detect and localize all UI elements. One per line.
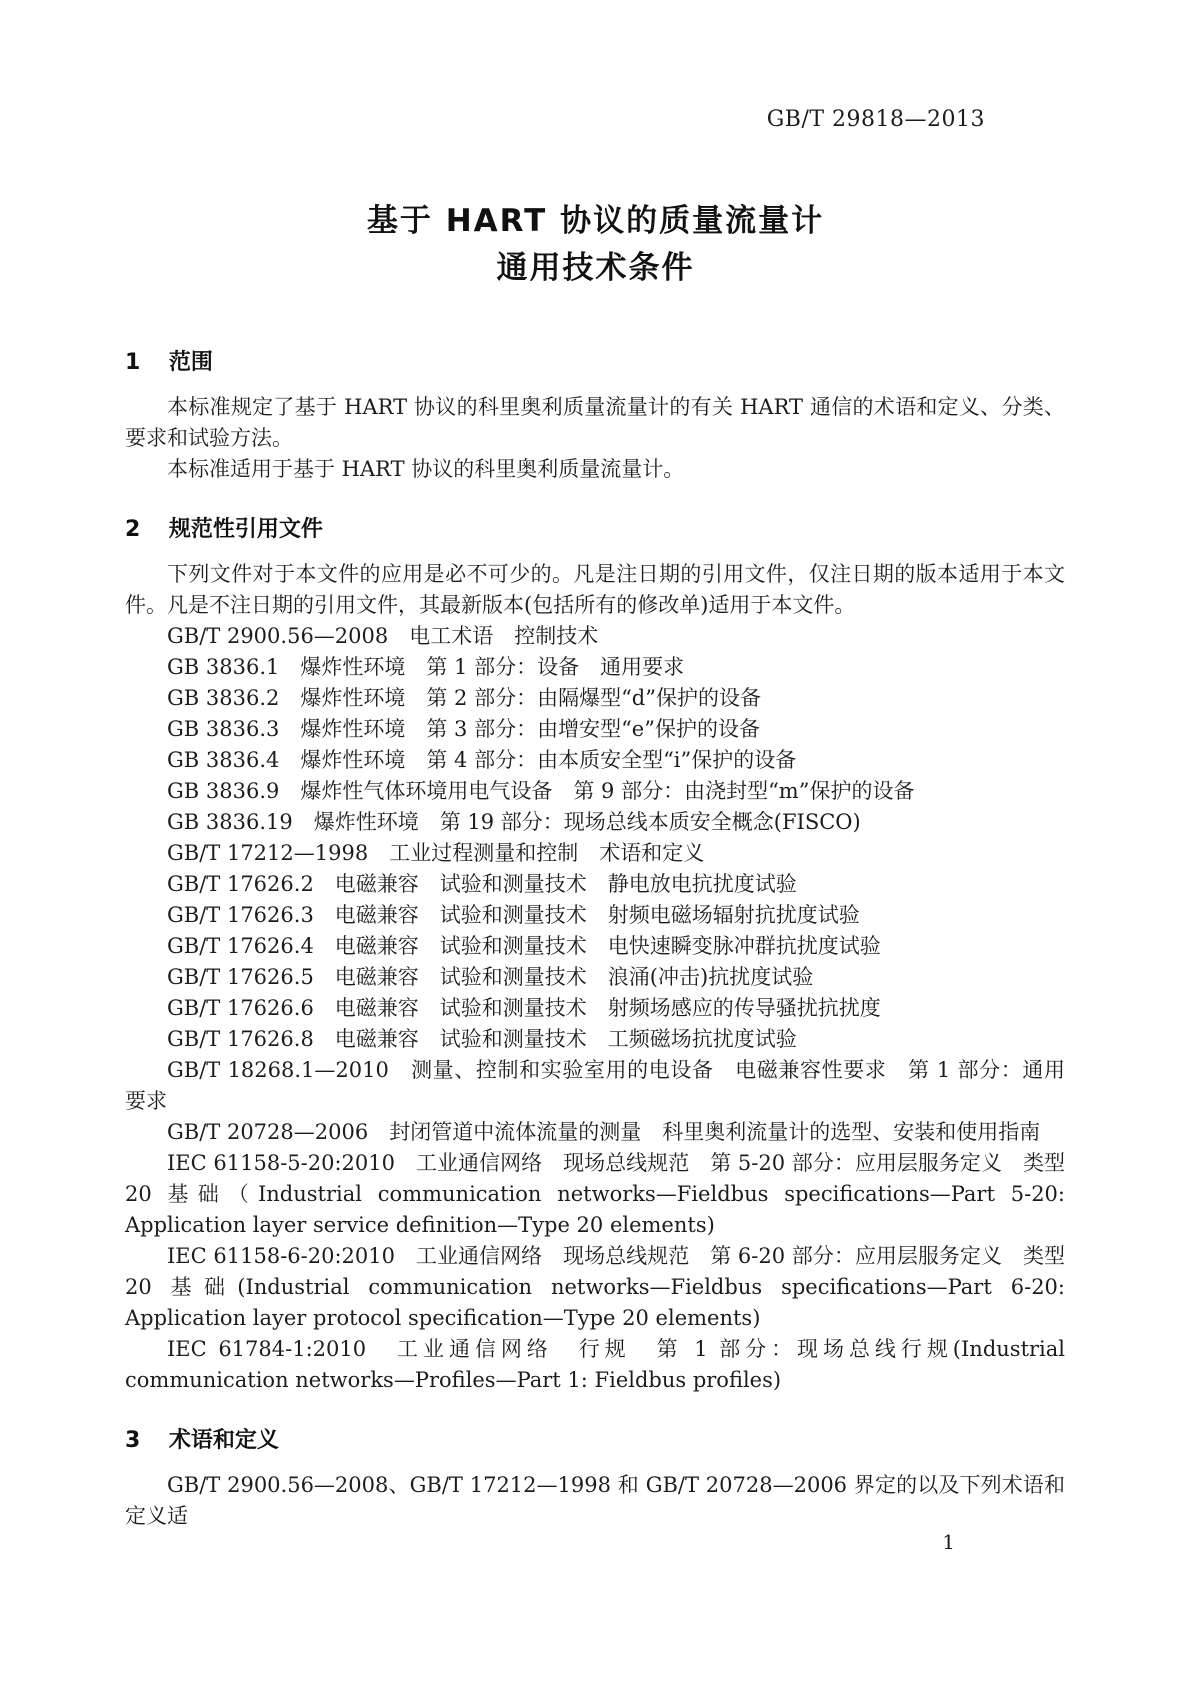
reference-item: GB 3836.3 爆炸性环境 第 3 部分：由增安型“e”保护的设备 bbox=[167, 717, 760, 741]
reference-item: GB/T 17626.5 电磁兼容 试验和测量技术 浪涌(冲击)抗扰度试验 bbox=[167, 965, 814, 989]
section-3-title: 术语和定义 bbox=[168, 1428, 279, 1453]
reference-item: GB/T 17626.6 电磁兼容 试验和测量技术 射频场感应的传导骚扰抗扰度 bbox=[167, 996, 881, 1020]
section-1-heading bbox=[125, 348, 1065, 378]
paragraph: 本标准规定了基于 HART 协议的科里奥利质量流量计的有关 HART 通信的术语和定义、分类、要求和试验方法。 bbox=[125, 395, 1065, 450]
reference-item: IEC 61784-1:2010 工业通信网络 行规 第 1 部分：现场总线行规(Industrial communication networks—Profiles—Part 1: Fieldbus profiles) bbox=[125, 1337, 1065, 1392]
reference-item: IEC 61158-6-20:2010 工业通信网络 现场总线规范 第 6-20 部分：应用层服务定义 类型 20 基础(Industrial communication networks—Fieldbus specifications—Part 6-20: Application layer protocol specification—Type 20 elements) bbox=[125, 1244, 1065, 1330]
section-2-title: 规范性引用文件 bbox=[168, 517, 323, 542]
reference-item: IEC 61158-5-20:2010 工业通信网络 现场总线规范 第 5-20 部分：应用层服务定义 类型 20 基础（Industrial communication networks—Fieldbus specifications—Part 5-20: Application layer service definition—Type 20 elements) bbox=[125, 1151, 1065, 1237]
section-1-number: 1 bbox=[125, 350, 141, 375]
reference-item: GB 3836.19 爆炸性环境 第 19 部分：现场总线本质安全概念(FISCO) bbox=[167, 810, 861, 834]
page-number: 1 bbox=[942, 1530, 955, 1554]
reference-item: GB 3836.9 爆炸性气体环境用电气设备 第 9 部分：由浇封型“m”保护的设备 bbox=[167, 779, 915, 803]
reference-item: GB/T 20728—2006 封闭管道中流体流量的测量 科里奥利流量计的选型、安装和使用指南 bbox=[167, 1120, 1041, 1144]
paragraph: 本标准适用于基于 HART 协议的科里奥利质量流量计。 bbox=[167, 457, 685, 481]
reference-item: GB 3836.2 爆炸性环境 第 2 部分：由隔爆型“d”保护的设备 bbox=[167, 686, 761, 710]
reference-item: GB 3836.1 爆炸性环境 第 1 部分：设备 通用要求 bbox=[167, 655, 685, 679]
section-2-number: 2 bbox=[125, 517, 141, 542]
reference-item: GB 3836.4 爆炸性环境 第 4 部分：由本质安全型“i”保护的设备 bbox=[167, 748, 797, 772]
document-body bbox=[125, 348, 1065, 1532]
title-line-2: 通用技术条件 bbox=[496, 250, 695, 286]
paragraph: 下列文件对于本文件的应用是必不可少的。凡是注日期的引用文件，仅注日期的版本适用于本文件。凡是不注日期的引用文件，其最新版本(包括所有的修改单)适用于本文件。 bbox=[125, 562, 1065, 617]
reference-item: GB/T 17212—1998 工业过程测量和控制 术语和定义 bbox=[167, 841, 705, 865]
reference-item: GB/T 18268.1—2010 测量、控制和实验室用的电设备 电磁兼容性要求 第 1 部分：通用要求 bbox=[125, 1058, 1065, 1113]
section-1-title: 范围 bbox=[168, 350, 213, 375]
section-3-heading bbox=[125, 1426, 1065, 1456]
reference-item: GB/T 17626.2 电磁兼容 试验和测量技术 静电放电抗扰度试验 bbox=[167, 872, 797, 896]
document-title bbox=[0, 198, 1191, 292]
reference-item: GB/T 17626.8 电磁兼容 试验和测量技术 工频磁场抗扰度试验 bbox=[167, 1027, 797, 1051]
section-3-number: 3 bbox=[125, 1428, 141, 1453]
paragraph: GB/T 2900.56—2008、GB/T 17212—1998 和 GB/T 20728—2006 界定的以及下列术语和定义适 bbox=[125, 1473, 1065, 1528]
title-line-1: 基于 HART 协议的质量流量计 bbox=[366, 203, 825, 239]
reference-item: GB/T 17626.4 电磁兼容 试验和测量技术 电快速瞬变脉冲群抗扰度试验 bbox=[167, 934, 881, 958]
reference-item: GB/T 2900.56—2008 电工术语 控制技术 bbox=[167, 624, 599, 648]
doc-number: GB/T 29818—2013 bbox=[766, 107, 985, 132]
reference-item: GB/T 17626.3 电磁兼容 试验和测量技术 射频电磁场辐射抗扰度试验 bbox=[167, 903, 860, 927]
section-2-heading bbox=[125, 515, 1065, 545]
